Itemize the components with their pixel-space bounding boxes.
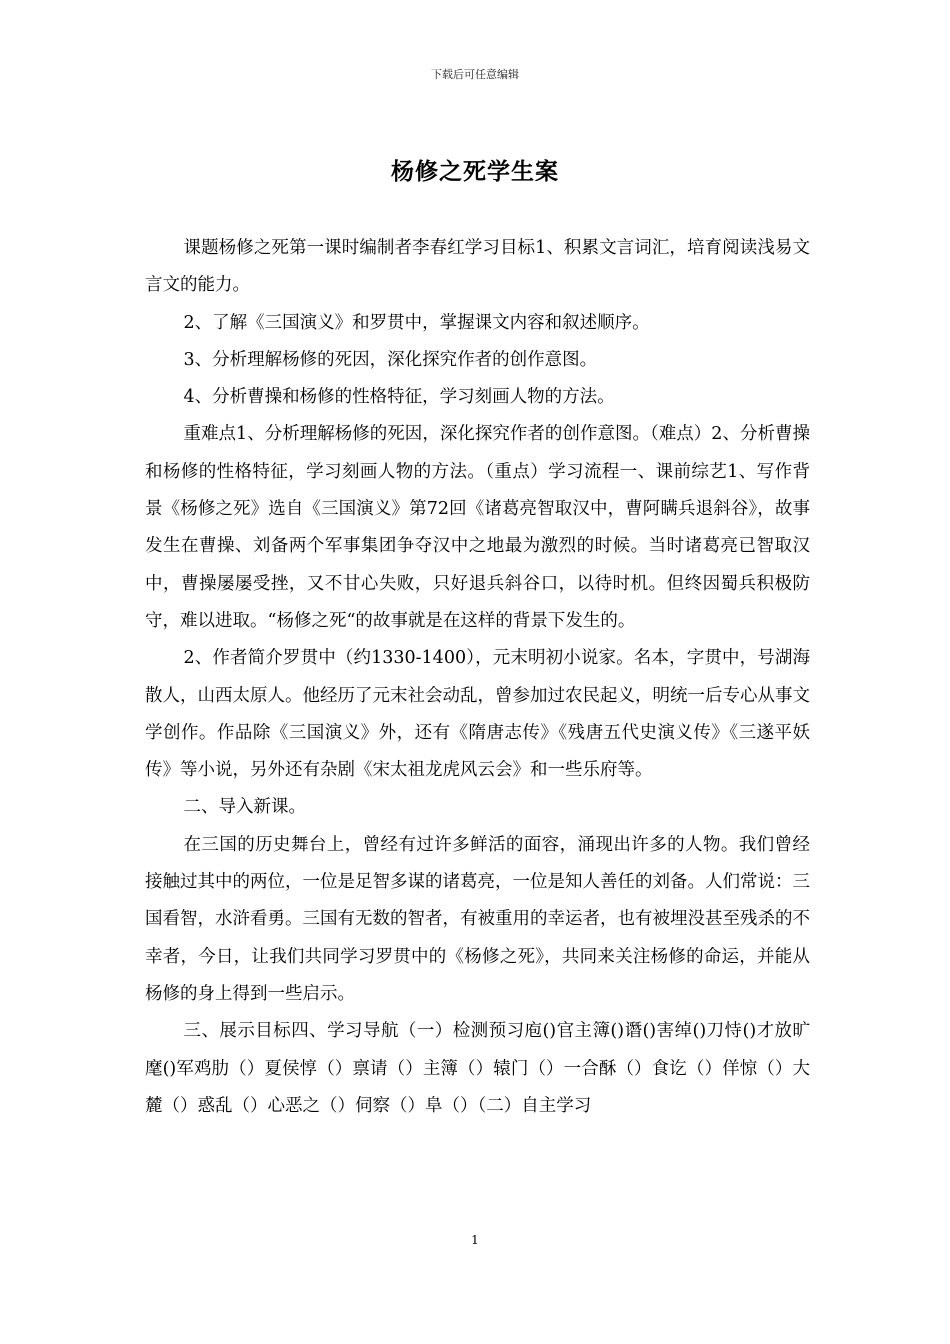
header-note: 下载后可任意编辑 [431, 68, 519, 81]
document-body [145, 230, 810, 1125]
paragraph: 重难点1、分析理解杨修的死因，深化探究作者的创作意图。（难点）2、分析曹操和杨修的性格特征，学习刻画人物的方法。（重点）学习流程一、课前综艺1、写作背景《杨修之死》选自《三国演义》第72回《诸葛亮智取汉中，曹阿瞒兵退斜谷》，故事发生在曹操、刘备两个军事集团争夺汉中之地最为激烈的时候。当时诸葛亮已智取汉中，曹操屡屡受挫，又不甘心失败，只好退兵斜谷口，以待时机。但终因蜀兵积极防守，难以进取。“杨修之死“的故事就是在这样的背景下发生的。 [145, 424, 810, 631]
document-title: 杨修之死学生案 [391, 159, 559, 185]
paragraph: 课题杨修之死第一课时编制者李春红学习目标1、积累文言词汇，培育阅读浅易文言文的能力。 [145, 238, 810, 296]
paragraph: 二、导入新课。 [183, 797, 306, 818]
paragraph: 三、展示目标四、学习导航（一）检测预习庖()官主簿()谮()害绰()刀恃()才放旷麾()军鸡肋（）夏侯惇（）禀请（）主簿（）辕门（）一合酥（）食讫（）佯惊（）大麓（）惑乱（）心恶之（）伺察（）阜（）（二）自主学习 [145, 1021, 810, 1116]
paragraph: 3、分析理解杨修的死因，深化探究作者的创作意图。 [183, 349, 598, 370]
paragraph: 4、分析曹操和杨修的性格特征，学习刻画人物的方法。 [183, 387, 615, 408]
paragraph: 2、作者简介罗贯中（约1330-1400），元末明初小说家。名本，字贯中，号湖海散人，山西太原人。他经历了元末社会动乱，曾参加过农民起义，明统一后专心从事文学创作。作品除《三国演义》外，还有《隋唐志传》《残唐五代史演义传》《三遂平妖传》等小说，另外还有杂剧《宋太祖龙虎风云会》和一些乐府等。 [145, 648, 810, 781]
paragraph: 2、了解《三国演义》和罗贯中，掌握课文内容和叙述顺序。 [183, 312, 650, 333]
page-number: 1 [471, 1233, 479, 1247]
paragraph: 在三国的历史舞台上，曾经有过许多鲜活的面容，涌现出许多的人物。我们曾经接触过其中的两位，一位是足智多谋的诸葛亮，一位是知人善任的刘备。人们常说：三国看智，水浒看勇。三国有无数的智者，有被重用的幸运者，也有被埋没甚至残杀的不幸者，今日，让我们共同学习罗贯中的《杨修之死》，共同来关注杨修的命运，并能从杨修的身上得到一些启示。 [145, 834, 810, 1004]
